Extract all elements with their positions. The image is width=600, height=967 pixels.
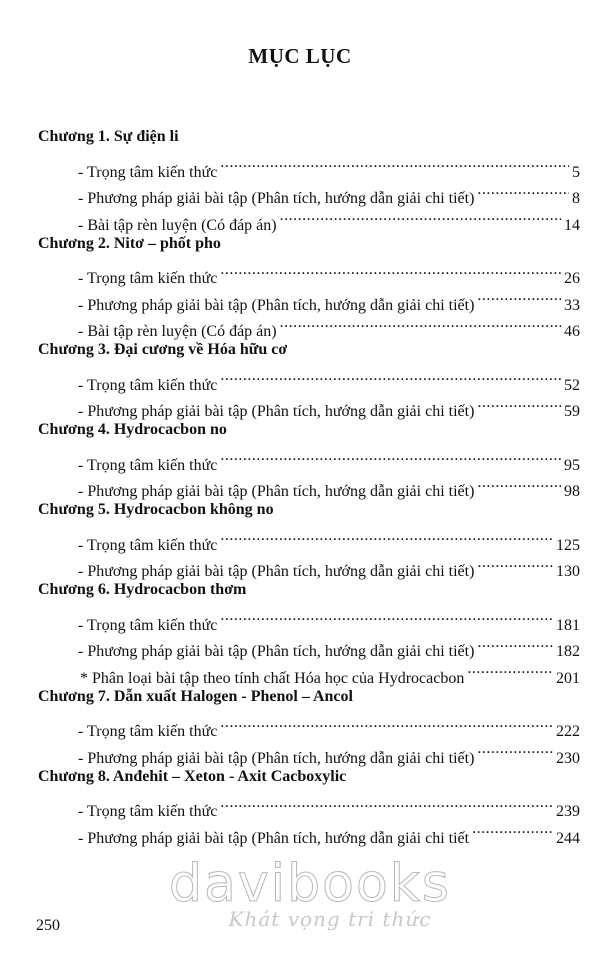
toc-entry-label: - Trọng tâm kiến thức (78, 270, 218, 287)
toc-entry-page: 230 (556, 749, 580, 767)
chapter-heading: Chương 2. Nitơ – phốt pho (38, 234, 221, 252)
toc-entry-label: - Phương pháp giải bài tập (Phân tích, hướng dẫn giải chi tiết) (78, 190, 475, 207)
toc-entry-page: 5 (572, 163, 580, 181)
toc-entry (38, 257, 580, 287)
toc-entry-label: * Phân loại bài tập theo tính chất Hóa học của Hydrocacbon (80, 669, 465, 687)
dot-leader (220, 257, 561, 284)
toc-entry-label: - Phương pháp giải bài tập (Phân tích, hướng dẫn giải chi tiết) (78, 483, 475, 500)
dot-leader (220, 790, 553, 817)
toc-entry-label: - Trọng tâm kiến thức (78, 723, 218, 740)
toc-entry-label: - Trọng tâm kiến thức (78, 163, 218, 181)
chapter-heading: Chương 8. Anđehit – Xeton - Axit Cacboxylic (38, 767, 347, 785)
toc-entry-page: 8 (572, 190, 580, 207)
toc-entry-page: 26 (564, 270, 580, 287)
toc-entry-page: 52 (564, 376, 580, 394)
toc-entry-label: - Bài tập rèn luyện (Có đáp án) (78, 323, 277, 340)
toc-entry-page: 244 (556, 829, 580, 847)
toc-entry (38, 603, 580, 634)
toc-entry-page: 46 (564, 323, 580, 340)
toc-entry-label: - Phương pháp giải bài tập (Phân tích, hướng dẫn giải chi tiết) (78, 296, 475, 314)
dot-leader (220, 150, 569, 177)
dot-leader (280, 310, 561, 337)
toc-entry-label: - Bài tập rèn luyện (Có đáp án) (78, 216, 277, 234)
toc-entry-page: 181 (556, 616, 580, 634)
toc-entry-label: - Trọng tâm kiến thức (78, 376, 218, 394)
chapter-heading: Chương 1. Sự điện li (38, 128, 179, 145)
toc-entry-label: - Phương pháp giải bài tập (Phân tích, hướng dẫn giải chi tiết) (78, 403, 475, 420)
dot-leader (280, 203, 561, 230)
dot-leader (477, 630, 553, 657)
table-of-contents (38, 123, 580, 847)
toc-entry-label: - Phương pháp giải bài tập (Phân tích, hướng dẫn giải chi tiết (78, 829, 470, 847)
toc-entry (38, 443, 580, 474)
toc-entry-page: 98 (564, 483, 580, 500)
chapter-heading: Chương 4. Hydrocacbon no (38, 421, 227, 438)
toc-entry-label: - Trọng tâm kiến thức (78, 456, 218, 474)
page-title: MỤC LỤC (248, 44, 352, 68)
toc-entry-label: - Phương pháp giải bài tập (Phân tích, hướng dẫn giải chi tiết) (78, 749, 475, 767)
chapter-heading: Chương 7. Dẫn xuất Halogen - Phenol – Ancol (38, 687, 353, 705)
watermark (160, 855, 460, 931)
dot-leader (220, 523, 553, 550)
toc-entry-label: - Phương pháp giải bài tập (Phân tích, hướng dẫn giải chi tiết) (78, 563, 475, 580)
toc-entry (38, 150, 580, 181)
toc-entry-page: 59 (564, 403, 580, 420)
dot-leader (467, 656, 553, 683)
toc-entry (38, 710, 580, 740)
dot-leader (477, 736, 553, 763)
toc-entry-label: - Trọng tâm kiến thức (78, 616, 218, 634)
dot-leader (220, 443, 561, 470)
dot-leader (477, 283, 561, 310)
toc-entry-page: 125 (556, 536, 580, 554)
dot-leader (220, 363, 561, 390)
dot-leader (477, 390, 561, 417)
watermark-brand: davibooks (169, 854, 451, 914)
chapter-heading: Chương 3. Đại cương về Hóa hữu cơ (38, 341, 288, 358)
dot-leader (220, 603, 553, 630)
toc-entry-page: 14 (564, 216, 580, 234)
toc-entry-page: 130 (556, 563, 580, 580)
toc-entry-label: - Trọng tâm kiến thức (78, 536, 218, 554)
toc-entry (38, 363, 580, 394)
dot-leader (477, 470, 561, 497)
page-number: 250 (36, 917, 60, 934)
toc-entry (38, 523, 580, 554)
watermark-tagline: Khát vọng tri thức (228, 907, 432, 931)
toc-entry-page: 201 (556, 669, 580, 687)
toc-entry-page: 33 (564, 296, 580, 314)
toc-entry (38, 790, 580, 820)
toc-entry-page: 239 (556, 803, 580, 820)
dot-leader (220, 710, 553, 737)
dot-leader (477, 177, 569, 204)
dot-leader (472, 816, 553, 843)
toc-entry-label: - Phương pháp giải bài tập (Phân tích, hướng dẫn giải chi tiết) (78, 643, 475, 660)
toc-entry-page: 182 (556, 643, 580, 660)
toc-entry-label: - Trọng tâm kiến thức (78, 803, 218, 820)
dot-leader (477, 550, 553, 577)
toc-entry-page: 222 (556, 723, 580, 740)
chapter-heading: Chương 6. Hydrocacbon thơm (38, 581, 247, 598)
chapter-heading: Chương 5. Hydrocacbon không no (38, 501, 274, 518)
toc-entry-page: 95 (564, 456, 580, 474)
